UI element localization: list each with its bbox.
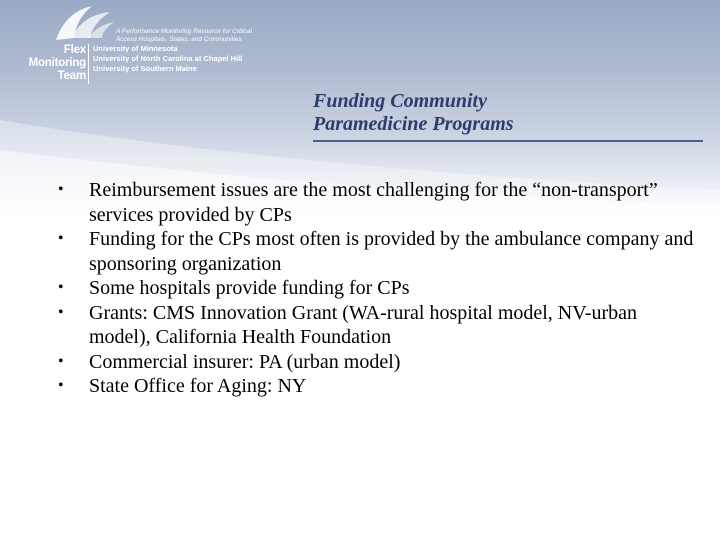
- bullet-text: Commercial insurer: PA (urban model): [89, 350, 401, 373]
- bullet-icon: •: [58, 352, 64, 370]
- flex-monitoring-team-logo: [0, 0, 300, 95]
- university-list: [93, 44, 303, 74]
- bullet-icon: •: [58, 377, 64, 394]
- tagline: A Performance Monitoring Resource for Critical Access Hospitals, States, and Communities: [116, 28, 252, 43]
- university-item: University of Minnesota: [93, 44, 178, 53]
- bullet-icon: •: [58, 279, 64, 296]
- bullet-item: [58, 374, 698, 399]
- org-name-line: Monitoring: [28, 57, 86, 69]
- bullet-text: Funding for the CPs most often is provided by the ambulance company and sponsoring organization: [89, 228, 694, 275]
- bullet-item: [58, 301, 698, 350]
- bullet-item: [58, 178, 698, 227]
- bullet-text: Grants: CMS Innovation Grant (WA-rural hospital model, NV-urban model), California Health Foundation: [89, 301, 638, 348]
- university-item: University of North Carolina at Chapel Hill: [93, 54, 243, 63]
- bullet-item: [58, 276, 698, 301]
- title-underline: [313, 140, 703, 142]
- bullet-item: [58, 227, 698, 276]
- bullet-text: Some hospitals provide funding for CPs: [89, 277, 410, 299]
- bullet-list: [58, 178, 698, 399]
- bullet-text: State Office for Aging: NY: [89, 375, 307, 397]
- bullet-item: [58, 350, 698, 375]
- org-name-line: Team: [57, 70, 86, 82]
- bullet-icon: •: [58, 303, 64, 321]
- slide-title: [313, 90, 693, 136]
- flag-logo-icon: [52, 2, 116, 44]
- org-name: [2, 44, 86, 83]
- slide-title-line: Paramedicine Programs: [313, 113, 514, 135]
- bullet-icon: •: [58, 230, 64, 247]
- university-item: University of Southern Maine: [93, 64, 197, 73]
- bullet-text: Reimbursement issues are the most challenging for the “non-transport” services provided by CPs: [89, 179, 658, 226]
- org-name-line: Flex: [63, 44, 86, 56]
- slide-title-line: Funding Community: [313, 90, 487, 112]
- bullet-icon: •: [58, 181, 64, 198]
- logo-divider: [88, 44, 89, 84]
